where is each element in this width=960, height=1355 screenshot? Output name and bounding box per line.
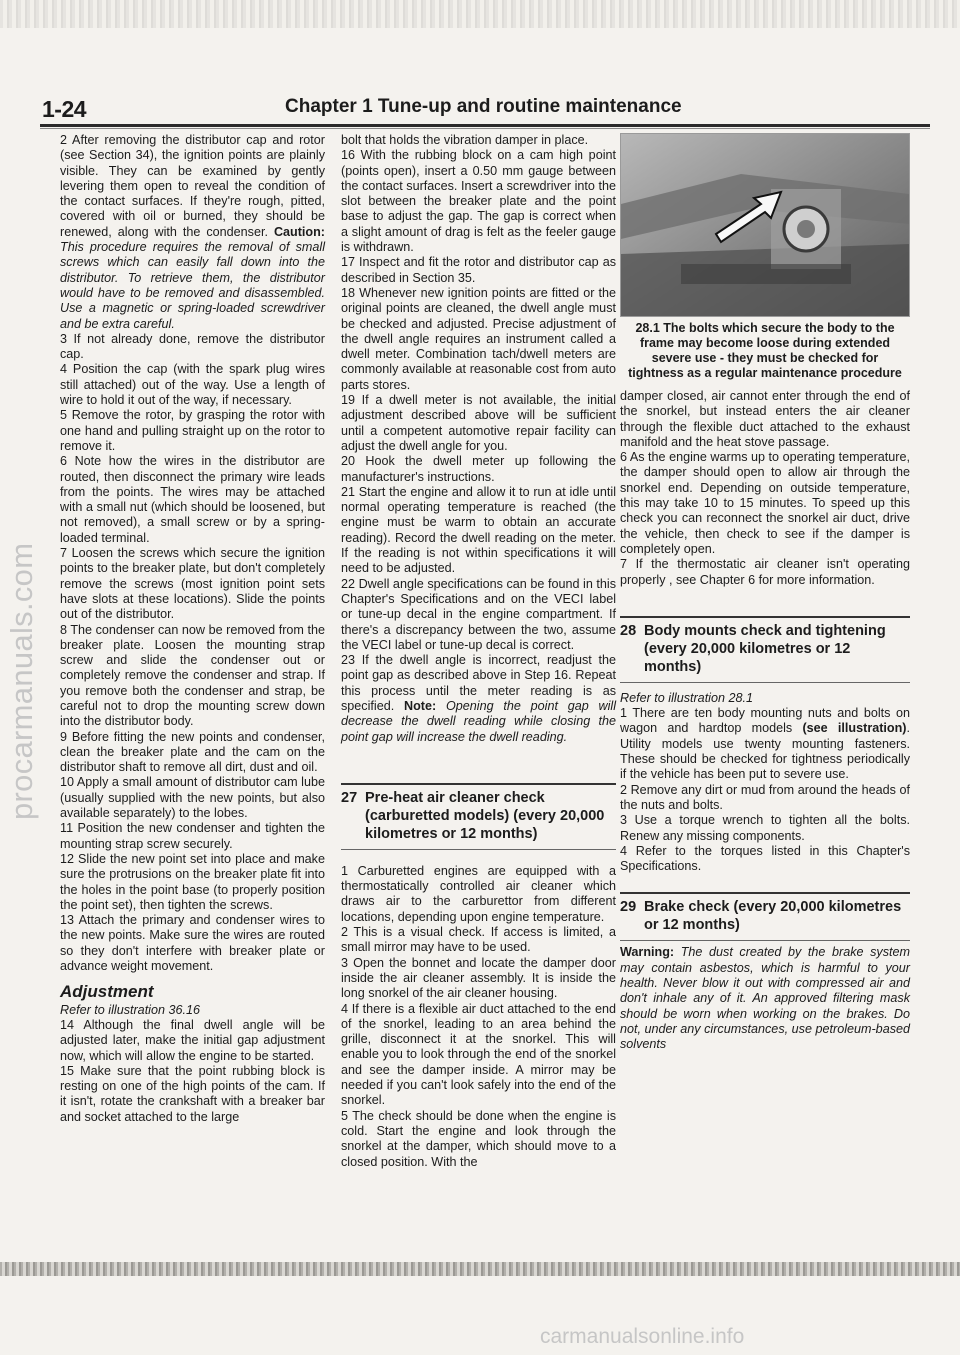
paragraph: 5 Remove the rotor, by grasping the rotor with one hand and pulling straight up on the rotor to remove it. — [60, 408, 325, 453]
section-28-heading: 28 Body mounts check and tightening (every 20,000 kilometres or 12 months) — [620, 622, 886, 675]
paragraph: 2 Remove any dirt or mud from around the heads of the nuts and bolts. — [620, 782, 910, 812]
illustration-reference: Refer to illustration 28.1 — [620, 690, 754, 705]
paragraph: 6 As the engine warms up to operating temperature, the damper should open to allow air through the snorkel end. Depending on outside temperature, this may take 10 to 15 minutes. To speed up this check you can reconnect the snorkel air duct, drive the vehicle, then check to see if the damper is completely open. — [620, 450, 910, 556]
paragraph: 7 If the thermostatic air cleaner isn't operating properly , see Chapter 6 for more information. — [620, 557, 910, 587]
paragraph: 8 The condenser can now be removed from the breaker plate. Loosen the mounting strap screw and slide the condenser out or completely remove the condenser and strap. If you remove both the condenser and strap, be careful not to drop the mounting screw down into the distributor body. — [60, 622, 325, 729]
adjustment-heading: Adjustment — [60, 982, 154, 1002]
paragraph: 4 Refer to the torques listed in this Chapter's Specifications. — [620, 843, 910, 874]
paragraph: 19 If a dwell meter is not available, the initial adjustment described above will be sufficient until a competent automotive repair facility can adjust the dwell angle for you. — [341, 393, 616, 453]
paragraph: 17 Inspect and fit the rotor and distributor cap as described in Section 35. — [341, 255, 616, 285]
header-rule-thin — [40, 128, 930, 129]
paragraph: 4 Position the cap (with the spark plug wires still attached) out of the way. Use a length of wire to hold it out of the way, if necessary. — [60, 362, 325, 408]
chapter-title: Chapter 1 Tune-up and routine maintenance — [285, 96, 682, 117]
paragraph: 3 Open the bonnet and locate the damper door inside the air cleaner assembly. It is inside the long snorkel of the air cleaner housing. — [341, 955, 616, 1001]
paragraph: 3 If not already done, remove the distributor cap. — [60, 331, 325, 362]
column-left — [60, 133, 325, 1125]
section-29-heading: 29 Brake check (every 20,000 kilometres or 12 months) — [620, 899, 902, 934]
paragraph: 18 Whenever new ignition points are fitted or the original points are cleaned, the dwell angle must be checked and adjusted. Precise adjustment of the dwell angle requires an instrument called a dwell meter. Combination tach/dwell meters are commonly available at reasonable cost from auto parts stores. — [341, 285, 616, 392]
illustration-reference: Refer to illustration 36.16 — [60, 1002, 201, 1017]
page-header — [40, 96, 930, 124]
scan-top-strip — [0, 0, 960, 28]
paragraph: 7 Loosen the screws which secure the ignition points to the breaker plate, but don't completely remove the screws (most ignition point sets have slots at these locations). Slide the points out of the distributor. — [60, 546, 325, 622]
paragraph: 10 Apply a small amount of distributor cam lube (usually supplied with the new points, but also available separately) to the lobes. — [60, 775, 325, 821]
paragraph: 11 Position the new condenser and tighten the mounting strap screw securely. — [60, 821, 325, 851]
header-rule — [40, 124, 930, 127]
paragraph: 3 Use a torque wrench to tighten all the bolts. Renew any missing components. — [620, 813, 910, 843]
paragraph: 5 The check should be done when the engine is cold. Start the engine and look through the snorkel at the damper, which should move to a closed position. With the — [341, 1108, 616, 1169]
paragraph: 14 Although the final dwell angle will be adjusted later, make the initial gap adjustment now, which will allow the engine to be started. — [60, 1017, 325, 1063]
paragraph: 12 Slide the new point set into place and make sure the protrusions on the breaker plate fit into the holes in the point base (to properly position the point set), then tighten the screws. — [60, 851, 325, 912]
warning-paragraph: Warning: The dust created by the brake system may contain asbestos, which is harmful to your health. Never blow it out with compressed air and don't inhale any of it. An approved filtering mask should be worn when working on the brakes. Do not, under any circumstances, use petroleum-based solvents — [620, 945, 911, 1052]
paragraph: bolt that holds the vibration damper in place. — [341, 133, 589, 147]
paragraph: 1 There are ten body mounting nuts and bolts on wagon and hardtop models (see illustration). Utility models use twenty mounting fasteners. These should be checked for tightness periodically if the vehicle has been put to severe use. — [620, 706, 910, 782]
paragraph: 20 Hook the dwell meter up following the manufacturer's instructions. — [341, 454, 616, 484]
paragraph: 2 This is a visual check. If access is limited, a small mirror may have to be used. — [341, 925, 616, 955]
body-mount-photo-icon — [621, 134, 909, 316]
bottom-watermark: carmanualsonline.info — [540, 1325, 745, 1348]
column-right — [620, 133, 910, 1053]
paragraph: 23 If the dwell angle is incorrect, readjust the point gap as described above in Step 16. Repeat this process until the meter reading is as specified. Note: Opening the point gap will decrease the dwell reading while closing the point gap will increase the dwell reading. — [341, 653, 616, 744]
paragraph: 2 After removing the distributor cap and rotor (see Section 34), the ignition points are plainly visible. They can be examined by gently levering them open to reveal the condition of the contact surfaces. If they're rough, pitted, covered with oil or burned, they should be renewed, along with the condenser. Caution: This procedure requires the removal of small screws which can easily fall down into the distributor. To retrieve them, the distributor would have to be removed and disassembled. Use a magnetic or spring-loaded screwdriver and be extra careful. — [60, 133, 326, 331]
paragraph: damper closed, air cannot enter through the end of the snorkel, but instead enters the air cleaner through the flexible duct attached to the exhaust manifold and the heat stove passage. — [620, 389, 910, 449]
column-middle — [341, 133, 616, 1170]
paragraph: 6 Note how the wires in the distributor are routed, then disconnect the primary wire leads from the points. The wires may be attached with a small nut (which should be loosened, but not removed), a small screw or by a spring-loaded terminal. — [60, 454, 325, 545]
scan-bottom-strip — [0, 1262, 960, 1276]
figure-28-1-photo — [620, 133, 910, 317]
paragraph: 16 With the rubbing block on a cam high point (points open), insert a 0.50 mm gauge between the contact surfaces. Insert a screwdriver into the slot between the breaker plate and the point base to adjust the gap. The gap is correct when a slight amount of drag is felt as the feeler gauge is withdrawn. — [341, 148, 616, 255]
paragraph: 9 Before fitting the new points and condenser, clean the breaker plate and the cam on the distributor shaft to remove all dirt, dust and oil. — [60, 729, 325, 775]
section-27-heading: 27 Pre-heat air cleaner check (carburetted models) (every 20,000 kilometres or 12 months) — [341, 789, 605, 842]
page-number: 1-24 — [42, 96, 87, 122]
paragraph: 1 Carburetted engines are equipped with a thermostatically controlled air cleaner which draws air to the carburettor from different locations, depending upon engine temperature. — [341, 863, 616, 924]
paragraph: 21 Start the engine and allow it to run at idle until normal operating temperature is reached (the engine must be warm to obtain an accurate reading). Record the dwell reading on the meter. If the reading is not within specifications it will need to be adjusted. — [341, 484, 616, 576]
paragraph: 13 Attach the primary and condenser wires to the new points. Make sure the wires are routed so they don't interfere with breaker plate or advance weight movement. — [60, 913, 325, 974]
side-watermark: procarmanuals.com — [4, 542, 39, 820]
paragraph: 15 Make sure that the point rubbing block is resting on one of the high points of the cam. If it isn't, rotate the crankshaft with a breaker bar and socket attached to the large — [60, 1063, 325, 1124]
figure-caption: 28.1 The bolts which secure the body to the frame may become loose during extended severe use - they must be checked for tightness as a regular maintenance procedure — [628, 321, 902, 380]
paragraph: 4 If there is a flexible air duct attached to the end of the snorkel, leading to an area behind the grille, disconnect it at the snorkel. This will enable you to look through the end of the snorkel and see the damper inside. A mirror may be needed if you can't look safely into the end of the snorkel. — [341, 1001, 616, 1108]
paragraph: 22 Dwell angle specifications can be found in this Chapter's Specifications and on the VECI label or tune-up decal in the engine compartment. If there's a discrepancy between the two, assume the VECI label or tune-up decal is correct. — [341, 576, 616, 652]
